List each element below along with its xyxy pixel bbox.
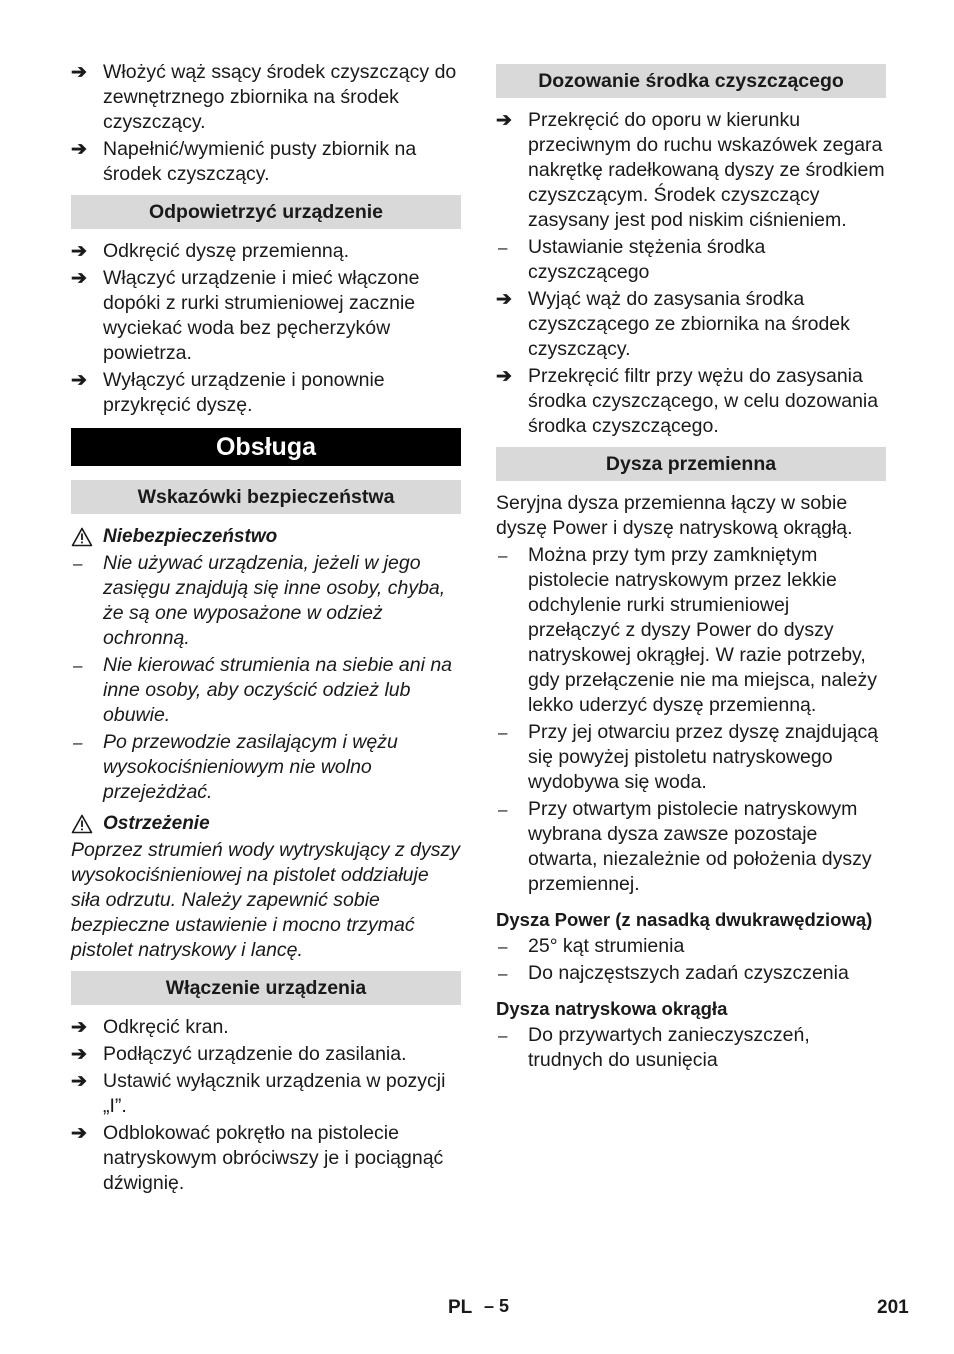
arrow-icon: ➔ (496, 289, 512, 310)
arrow-icon: ➔ (496, 366, 512, 387)
arrow-icon: ➔ (71, 1071, 87, 1092)
warning-text: Poprzez strumień wody wytryskujący z dyszy wysokociśnieniowej na pistolet oddziałuje siła odrzutu. Należy zapewnić sobie bezpieczne ustawienie i mocno trzymać pistolet natryskowy i lancę. (71, 839, 461, 961)
item-text: Wyjąć wąż do zasysania środka czyszczącego ze zbiornika na środek czyszczący. (528, 288, 850, 360)
item-text: Odblokować pokrętło na pistolecie natryskowym obróciwszy je i pociągnąć dźwignię. (103, 1122, 444, 1194)
footer-language: PL (448, 1297, 473, 1318)
item-text: Po przewodzie zasilającym i wężu wysokociśnieniowym nie wolno przejeżdżać. (103, 731, 398, 803)
list-item (71, 239, 461, 264)
arrow-icon: ➔ (496, 110, 512, 131)
item-text: Odkręcić kran. (103, 1016, 229, 1038)
subheading-power-nozzle: Dysza Power (z nasadką dwukrawędziową) (496, 909, 873, 930)
arrow-icon: ➔ (71, 1123, 87, 1144)
arrow-icon: ➔ (71, 139, 87, 160)
item-text: Odkręcić dyszę przemienną. (103, 240, 350, 262)
right-column (496, 60, 886, 1075)
left-column (71, 60, 461, 1198)
arrow-icon: ➔ (71, 370, 87, 391)
warning-triangle-icon (71, 527, 93, 547)
dash-bullet: – (498, 800, 508, 819)
item-text: Ustawianie stężenia środka czyszczącego (528, 236, 766, 283)
dash-bullet: – (498, 937, 508, 956)
list-item (71, 266, 461, 366)
warning-label: Ostrzeżenie (103, 813, 210, 834)
list-item (71, 60, 461, 135)
warning-heading (71, 811, 461, 836)
nozzle-intro: Seryjna dysza przemienna łączy w sobie dyszę Power i dyszę natryskową okrągłą. (496, 492, 853, 539)
dash-bullet: – (498, 238, 508, 257)
subheading-round-nozzle: Dysza natryskowa okrągła (496, 998, 728, 1019)
arrow-icon: ➔ (71, 62, 87, 83)
arrow-icon: ➔ (71, 1044, 87, 1065)
list-item (71, 368, 461, 418)
item-text: Ustawić wyłącznik urządzenia w pozycji „I”. (103, 1070, 446, 1117)
item-text: Przy otwartym pistolecie natryskowym wybrana dysza zawsze pozostaje otwarta, niezależnie od położenia dyszy przemiennej. (528, 798, 872, 895)
list-item (496, 287, 886, 362)
footer-section-page: – 5 (484, 1296, 510, 1316)
danger-label: Niebezpieczeństwo (103, 526, 278, 547)
item-text: Włożyć wąż ssący środek czyszczący do zewnętrznego zbiornika na środek czyszczący. (103, 61, 457, 133)
list-item (71, 1015, 461, 1040)
list-item (71, 551, 461, 651)
dash-bullet: – (73, 733, 83, 752)
dash-bullet: – (498, 1026, 508, 1045)
danger-heading (71, 524, 461, 549)
dash-bullet: – (73, 554, 83, 573)
arrow-icon: ➔ (71, 268, 87, 289)
section-heading-safety: Wskazówki bezpieczeństwa (71, 480, 461, 514)
arrow-icon: ➔ (71, 1017, 87, 1038)
item-text: Podłączyć urządzenie do zasilania. (103, 1043, 407, 1065)
list-item (71, 1069, 461, 1119)
footer-page-number: 201 (877, 1297, 909, 1318)
section-heading-bleed: Odpowietrzyć urządzenie (71, 195, 461, 229)
item-text: Do przywartych zanieczyszczeń, trudnych do usunięcia (528, 1024, 810, 1071)
item-text: Przy jej otwarciu przez dyszę znajdującą się powyżej pistoletu natryskowego wydobywa się woda. (528, 721, 879, 793)
item-text: Przekręcić do oporu w kierunku przeciwnym do ruchu wskazówek zegara nakrętkę radełkowaną dyszy ze środkiem czyszczącym. Środek czyszczący zasysany jest pod niskim ciśnieniem. (528, 109, 885, 231)
item-text: Napełnić/wymienić pusty zbiornik na środek czyszczący. (103, 138, 417, 185)
list-item (496, 235, 886, 285)
list-item (71, 1121, 461, 1196)
list-item (71, 730, 461, 805)
item-text: Wyłączyć urządzenie i ponownie przykręcić dyszę. (103, 369, 385, 416)
list-item (496, 934, 886, 959)
item-text: Do najczęstszych zadań czyszczenia (528, 962, 849, 984)
dash-bullet: – (73, 656, 83, 675)
list-item (496, 108, 886, 233)
dash-bullet: – (498, 723, 508, 742)
item-text: Włączyć urządzenie i mieć włączone dopóki z rurki strumieniowej zacznie wyciekać woda bez pęcherzyków powietrza. (103, 267, 420, 364)
list-item (496, 797, 886, 897)
list-item (71, 653, 461, 728)
warning-triangle-icon (71, 814, 93, 834)
item-text: Można przy tym przy zamkniętym pistolecie natryskowym przez lekkie odchylenie rurki strumieniowej przełączyć z dyszy Power do dyszy natryskowej okrągłej. W razie potrzeby, gdy przełączenie nie ma miejsca, należy lekko uderzyć dyszę przemienną. (528, 544, 878, 716)
dash-bullet: – (498, 546, 508, 565)
list-item (496, 720, 886, 795)
item-text: Nie kierować strumienia na siebie ani na inne osoby, aby oczyścić odzież lub obuwie. (103, 654, 453, 726)
item-text: 25° kąt strumienia (528, 935, 685, 957)
list-item (496, 961, 886, 986)
list-item (496, 364, 886, 439)
dash-bullet: – (498, 964, 508, 983)
section-heading-switch-on: Włączenie urządzenia (71, 971, 461, 1005)
list-item (496, 1023, 886, 1073)
list-item (71, 1042, 461, 1067)
section-heading-dosing: Dozowanie środka czyszczącego (496, 64, 886, 98)
item-text: Nie używać urządzenia, jeżeli w jego zasięgu znajdują się inne osoby, chyba, że są one wyposażone w odzież ochronną. (103, 552, 446, 649)
list-item (71, 137, 461, 187)
section-heading-nozzle: Dysza przemienna (496, 447, 886, 481)
chapter-heading: Obsługa (71, 428, 461, 466)
item-text: Przekręcić filtr przy wężu do zasysania środka czyszczącego, w celu dozowania środka czyszczącego. (528, 365, 879, 437)
arrow-icon: ➔ (71, 241, 87, 262)
list-item (496, 543, 886, 718)
